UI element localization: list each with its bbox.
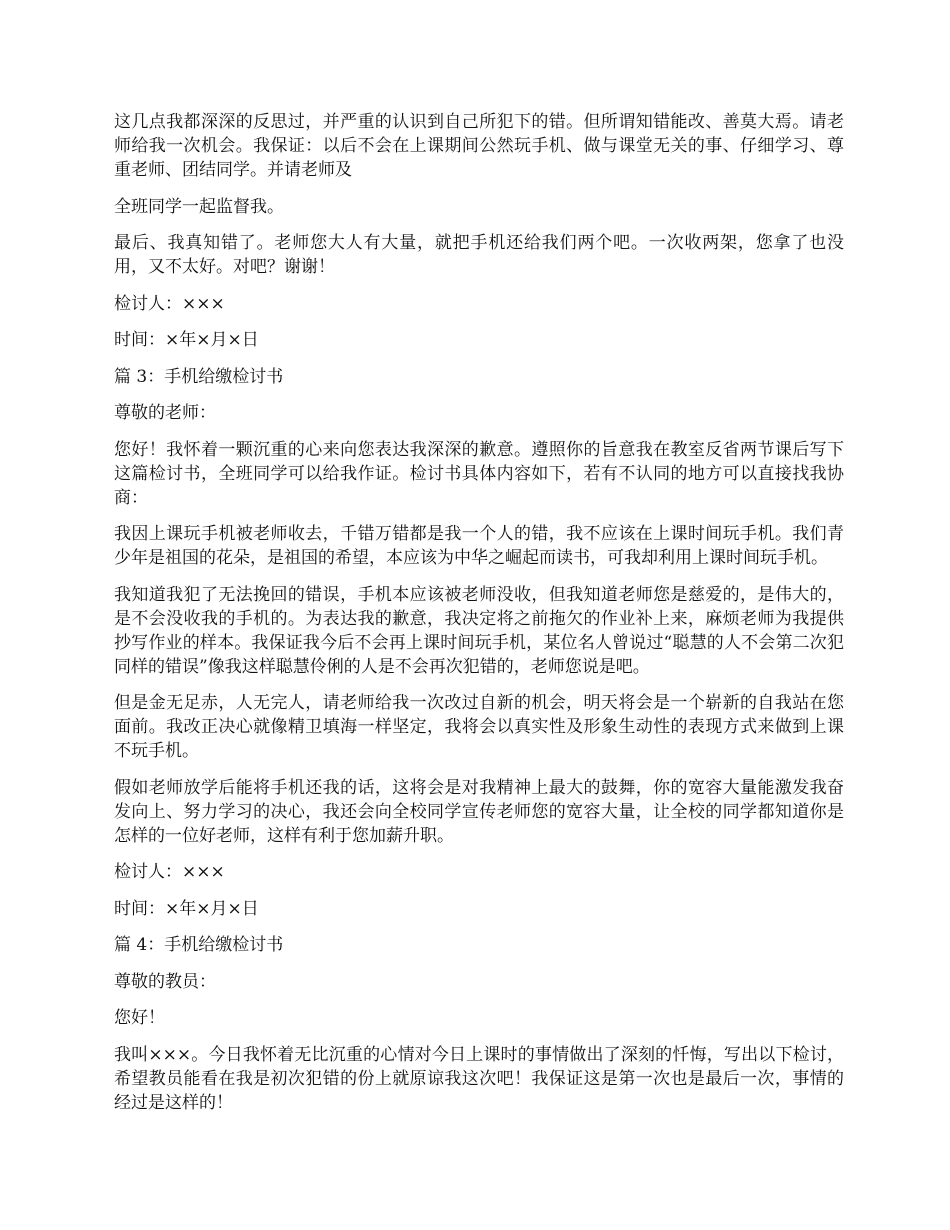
- document-body: [114, 110, 844, 1127]
- signature-line: 检讨人：×××: [114, 293, 225, 314]
- paragraph-greeting: 您好！我怀着一颗沉重的心来向您表达我深深的歉意。遵照你的旨意我在教室反省两节课后写下这篇检讨书，全班同学可以给我作证。检讨书具体内容如下，若有不认同的地方可以直接找我协商：: [114, 439, 844, 508]
- section-heading-3: 篇 3：手机给缴检讨书: [114, 366, 284, 387]
- paragraph-resolution: 但是金无足赤，人无完人，请老师给我一次改过自新的机会，明天将会是一个崭新的自我站在您面前。我改正决心就像精卫填海一样坚定，我将会以真实性及形象生动性的表现方式来做到上课不玩手机。: [114, 693, 844, 761]
- paragraph-class-supervision: 全班同学一起监督我。: [114, 196, 284, 217]
- salutation: 尊敬的教员：: [114, 971, 216, 992]
- salutation: 尊敬的老师：: [114, 403, 216, 423]
- paragraph-return-request: 假如老师放学后能将手机还我的话，这将会是对我精神上最大的鼓舞，你的宽容大量能激发我奋发向上、努力学习的决心，我还会向全校同学宣传老师您的宽容大量，让全校的同学都知道你是怎样的一位好老师，这样有利于您加薪升职。: [114, 777, 844, 846]
- paragraph-reflection: 这几点我都深深的反思过，并严重的认识到自己所犯下的错。但所谓知错能改、善莫大焉。请老师给我一次机会。我保证：以后不会在上课期间公然玩手机、做与课堂无关的事、仔细学习、尊重老师、团结同学。并请老师及: [114, 112, 844, 180]
- paragraph-closing-request: 最后、我真知错了。老师您大人有大量，就把手机还给我们两个吧。一次收两架，您拿了也没用，又不太好。对吧？谢谢！: [114, 233, 844, 277]
- date-line: 时间：×年×月×日: [114, 330, 259, 350]
- paragraph-incident: 我因上课玩手机被老师收去，千错万错都是我一个人的错，我不应该在上课时间玩手机。我们青少年是祖国的花朵，是祖国的希望，本应该为中华之崛起而读书，可我却利用上课时间玩手机。: [114, 524, 844, 568]
- greeting-line: 您好！: [114, 1008, 165, 1028]
- paragraph-introduction: 我叫×××。今日我怀着无比沉重的心情对今日上课时的事情做出了深刻的忏悔，写出以下检讨，希望教员能看在我是初次犯错的份上就原谅我这次吧！我保证这是第一次也是最后一次，事情的经过是这样的！: [114, 1044, 844, 1113]
- date-line: 时间：×年×月×日: [114, 898, 259, 919]
- section-heading-4: 篇 4：手机给缴检讨书: [114, 935, 284, 955]
- paragraph-apology: 我知道我犯了无法挽回的错误，手机本应该被老师没收，但我知道老师您是慈爱的，是伟大的，是不会没收我的手机的。为表达我的歉意，我决定将之前拖欠的作业补上来，麻烦老师为我提供抄写作业的样本。我保证我今后不会再上课时间玩手机，某位名人曾说过“聪慧的人不会第二次犯同样的错误”像我这样聪慧伶俐的人是不会再次犯错的，老师您说是吧。: [114, 584, 844, 677]
- signature-line: 检讨人：×××: [114, 862, 225, 882]
